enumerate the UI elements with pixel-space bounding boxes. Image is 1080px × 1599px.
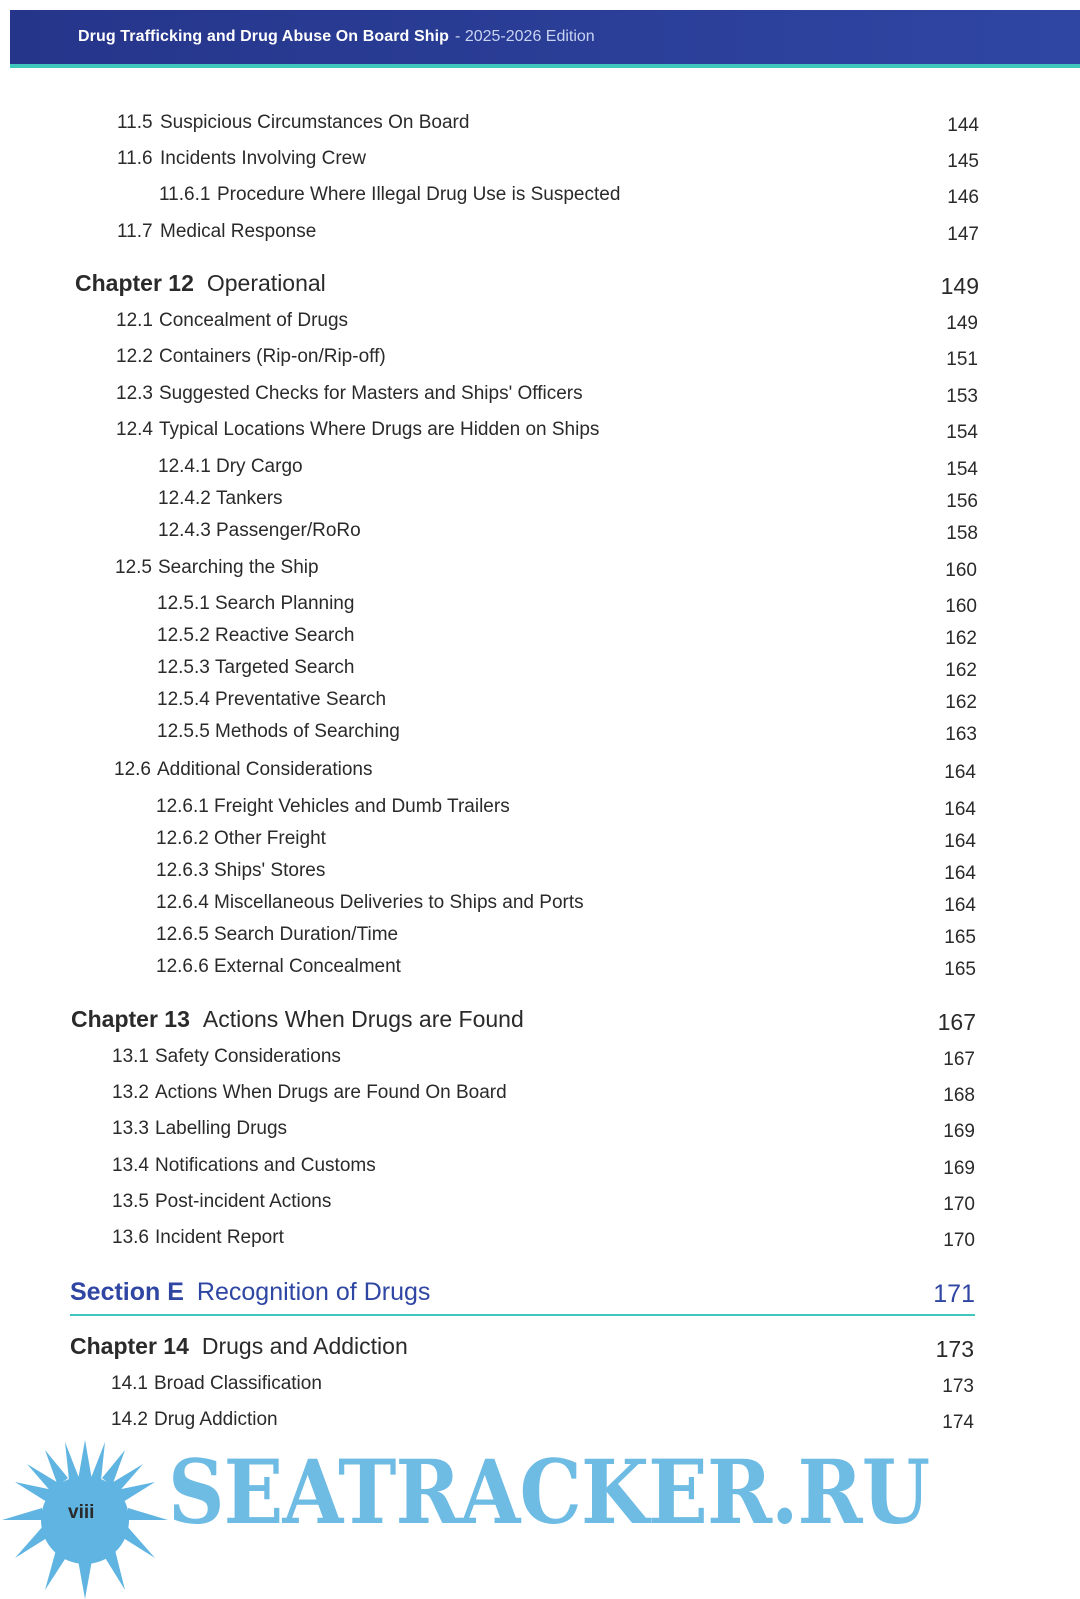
- toc-page-number: 149: [940, 273, 979, 299]
- toc-entry-11-5[interactable]: [117, 112, 469, 134]
- toc-number: 13.6: [112, 1227, 149, 1248]
- toc-page-number: 146: [947, 187, 979, 208]
- toc-number: 12.5.4: [157, 689, 210, 710]
- toc-number: 12.6.2: [156, 828, 209, 849]
- toc-number: 12.6: [114, 759, 151, 780]
- toc-number: 14.1: [111, 1373, 148, 1394]
- toc-entry-12-3[interactable]: [116, 383, 583, 405]
- toc-number: 12.6.5: [156, 924, 209, 945]
- toc-number: 13.5: [112, 1191, 149, 1212]
- toc-title: Freight Vehicles and Dumb Trailers: [214, 796, 510, 817]
- toc-title: Tankers: [216, 488, 283, 509]
- toc-page-number: 164: [944, 762, 976, 783]
- page-folio: viii: [68, 1502, 95, 1523]
- toc-page-number: 167: [943, 1049, 975, 1070]
- toc-title: Procedure Where Illegal Drug Use is Suspected: [217, 184, 621, 205]
- section-title: Recognition of Drugs: [196, 1278, 431, 1306]
- toc-title: Dry Cargo: [216, 456, 303, 477]
- toc-page-number: 168: [943, 1085, 975, 1106]
- toc-page-number: 160: [945, 560, 977, 581]
- toc-entry-13-2[interactable]: [112, 1082, 507, 1104]
- toc-title: Post-incident Actions: [155, 1191, 332, 1212]
- toc-title: Concealment of Drugs: [159, 310, 349, 331]
- toc-title: Notifications and Customs: [155, 1155, 376, 1176]
- toc-page-number: 173: [942, 1376, 974, 1397]
- toc-page-number: 162: [945, 660, 977, 681]
- toc-entry-13-6[interactable]: [112, 1227, 284, 1249]
- toc-entry-12-5-5[interactable]: [157, 721, 400, 743]
- toc-entry-12-5[interactable]: [115, 557, 319, 579]
- toc-entry-11-6-1[interactable]: [159, 184, 620, 206]
- toc-chapter-14[interactable]: [70, 1333, 408, 1360]
- toc-page-number: 167: [937, 1009, 976, 1035]
- toc-entry-12-1[interactable]: [116, 310, 348, 332]
- toc-number: 12.4: [116, 419, 153, 440]
- toc-number: 12.1: [116, 310, 153, 331]
- toc-page-number: 164: [944, 831, 976, 852]
- section-number: Section E: [70, 1278, 184, 1306]
- toc-number: 12.3: [116, 383, 153, 404]
- toc-number: 12.5.2: [157, 625, 210, 646]
- toc-entry-14-1[interactable]: [111, 1373, 322, 1395]
- toc-page-number: 165: [944, 959, 976, 980]
- toc-title: Additional Considerations: [157, 759, 373, 780]
- toc-page-number: 164: [944, 863, 976, 884]
- chapter-number: Chapter 12: [75, 270, 194, 296]
- toc-number: 11.7: [117, 221, 153, 242]
- toc-number: 12.5.1: [157, 593, 210, 614]
- toc-entry-13-1[interactable]: [112, 1046, 341, 1068]
- toc-entry-12-6-6[interactable]: [156, 956, 401, 978]
- toc-number: 12.4.3: [158, 520, 211, 541]
- toc-page-number: 170: [943, 1230, 975, 1251]
- toc-entry-12-6-3[interactable]: [156, 860, 325, 882]
- toc-title: Methods of Searching: [215, 721, 400, 742]
- toc-page-number: 149: [946, 313, 978, 334]
- toc-entry-11-7[interactable]: [117, 221, 316, 243]
- toc-title: Incidents Involving Crew: [160, 148, 366, 169]
- toc-entry-13-5[interactable]: [112, 1191, 331, 1213]
- toc-page-number: 154: [946, 459, 978, 480]
- chapter-title: Operational: [206, 270, 326, 296]
- watermark-text: SEATRACKER.RU: [168, 1440, 930, 1544]
- toc-page-number: 154: [946, 422, 978, 443]
- toc-title: Incident Report: [155, 1227, 284, 1248]
- toc-page-number: 169: [943, 1121, 975, 1142]
- toc-page-number: 170: [943, 1194, 975, 1215]
- toc-title: Search Duration/Time: [214, 924, 399, 945]
- toc-page-number: 173: [935, 1336, 974, 1362]
- toc-page-number: 174: [942, 1412, 974, 1433]
- toc-entry-12-6-5[interactable]: [156, 924, 398, 946]
- toc-title: Passenger/RoRo: [216, 520, 361, 541]
- toc-number: 11.6: [117, 148, 153, 169]
- toc-page-number: 147: [947, 224, 979, 245]
- toc-number: 12.5.3: [157, 657, 210, 678]
- toc-number: 12.6.4: [156, 892, 209, 913]
- toc-number: 12.2: [116, 346, 153, 367]
- toc-number: 12.6.6: [156, 956, 209, 977]
- toc-entry-12-6-1[interactable]: [156, 796, 510, 818]
- toc-number: 12.6.3: [156, 860, 209, 881]
- toc-title: External Concealment: [214, 956, 401, 977]
- toc-entry-12-4-1[interactable]: [158, 456, 303, 478]
- edition-label: - 2025-2026 Edition: [455, 28, 595, 45]
- toc-entry-12-2[interactable]: [116, 346, 386, 368]
- toc-page-number: 163: [945, 724, 977, 745]
- toc-number: 13.1: [112, 1046, 149, 1067]
- toc-page-number: 164: [944, 799, 976, 820]
- toc-number: 13.4: [112, 1155, 149, 1176]
- toc-entry-11-6[interactable]: [117, 148, 366, 170]
- toc-title: Suspicious Circumstances On Board: [160, 112, 470, 133]
- toc-page-number: 156: [946, 491, 978, 512]
- toc-page-number: 153: [946, 386, 978, 407]
- toc-page-number: 151: [946, 349, 978, 370]
- toc-title: Typical Locations Where Drugs are Hidden on Ships: [159, 419, 600, 440]
- toc-title: Safety Considerations: [155, 1046, 341, 1067]
- toc-number: 13.2: [112, 1082, 149, 1103]
- toc-chapter-12[interactable]: [75, 270, 326, 297]
- toc-section-e[interactable]: [70, 1278, 430, 1307]
- toc-entry-12-5-4[interactable]: [157, 689, 386, 711]
- toc-number: 12.4.2: [158, 488, 211, 509]
- toc-title: Targeted Search: [215, 657, 355, 678]
- toc-number: 14.2: [111, 1409, 148, 1430]
- toc-title: Reactive Search: [215, 625, 355, 646]
- toc-number: 11.6.1: [159, 184, 211, 205]
- book-title: Drug Trafficking and Drug Abuse On Board Ship: [78, 28, 450, 45]
- toc-entry-12-6[interactable]: [114, 759, 372, 781]
- chapter-number: Chapter 13: [71, 1006, 190, 1032]
- toc-title: Search Planning: [215, 593, 355, 614]
- toc-title: Actions When Drugs are Found On Board: [155, 1082, 507, 1103]
- toc-page-number: 162: [945, 628, 977, 649]
- toc-number: 12.5: [115, 557, 152, 578]
- toc-title: Containers (Rip-on/Rip-off): [159, 346, 386, 367]
- toc-number: 12.4.1: [158, 456, 211, 477]
- toc-number: 12.5.5: [157, 721, 210, 742]
- toc-title: Drug Addiction: [154, 1409, 278, 1430]
- toc-entry-12-5-2[interactable]: [157, 625, 354, 647]
- toc-entry-12-4-3[interactable]: [158, 520, 361, 542]
- toc-page-number: 158: [946, 523, 978, 544]
- toc-page-number: 171: [933, 1280, 975, 1308]
- chapter-number: Chapter 14: [70, 1333, 189, 1359]
- toc-page-number: 160: [945, 596, 977, 617]
- toc-number: 13.3: [112, 1118, 149, 1139]
- toc-entry-12-4-2[interactable]: [158, 488, 283, 510]
- toc-entry-12-4[interactable]: [116, 419, 599, 441]
- toc-entry-12-5-1[interactable]: [157, 593, 354, 615]
- toc-entry-13-3[interactable]: [112, 1118, 287, 1140]
- toc-page-number: 165: [944, 927, 976, 948]
- section-divider: [70, 1314, 975, 1316]
- toc-title: Ships' Stores: [214, 860, 326, 881]
- toc-entry-13-4[interactable]: [112, 1155, 376, 1177]
- toc-number: 12.6.1: [156, 796, 209, 817]
- toc-chapter-13[interactable]: [71, 1006, 524, 1033]
- toc-entry-12-6-2[interactable]: [156, 828, 326, 850]
- chapter-title: Actions When Drugs are Found: [202, 1006, 524, 1032]
- toc-title: Broad Classification: [154, 1373, 322, 1394]
- toc-number: 11.5: [117, 112, 153, 133]
- toc-title: Suggested Checks for Masters and Ships' Officers: [159, 383, 583, 404]
- toc-title: Labelling Drugs: [155, 1118, 288, 1139]
- chapter-title: Drugs and Addiction: [201, 1333, 408, 1359]
- toc-page-number: 164: [944, 895, 976, 916]
- toc-page-number: 144: [947, 115, 979, 136]
- toc-page-number: 169: [943, 1158, 975, 1179]
- toc-page-number: 145: [947, 151, 979, 172]
- toc-page-number: 162: [945, 692, 977, 713]
- toc-entry-12-6-4[interactable]: [156, 892, 584, 914]
- toc-title: Miscellaneous Deliveries to Ships and Ports: [214, 892, 584, 913]
- toc-title: Medical Response: [160, 221, 317, 242]
- toc-entry-12-5-3[interactable]: [157, 657, 354, 679]
- toc-title: Searching the Ship: [158, 557, 319, 578]
- toc-title: Preventative Search: [215, 689, 387, 710]
- toc-title: Other Freight: [214, 828, 326, 849]
